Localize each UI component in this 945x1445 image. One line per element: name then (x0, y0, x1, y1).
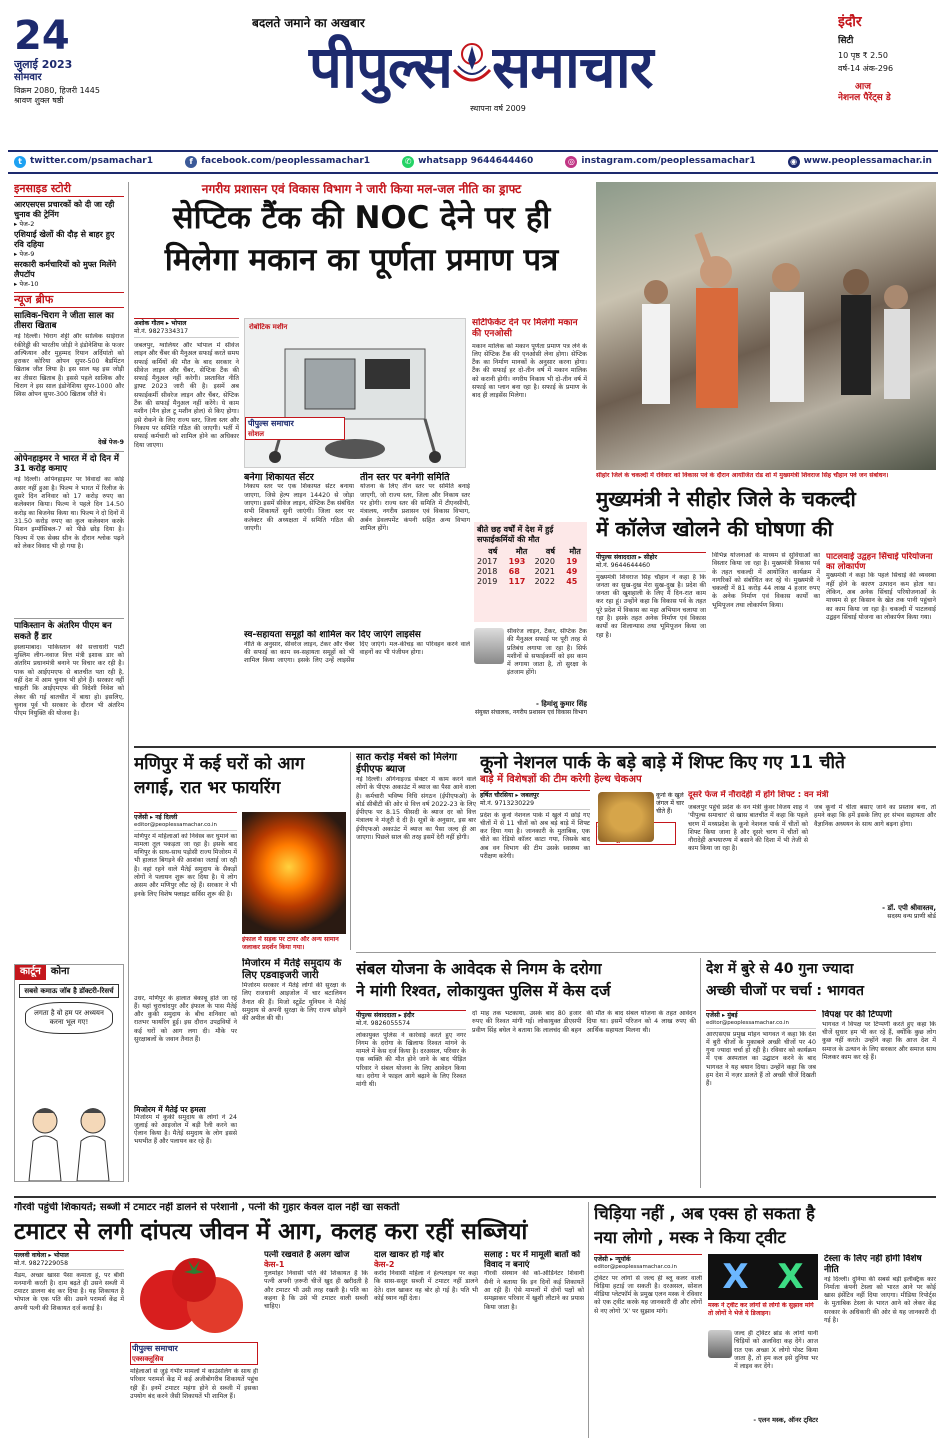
musk-quote (708, 1330, 818, 1424)
manipur-story (134, 752, 346, 1192)
brief-headline: पाकिस्तान के अंतरिम पीएम बन सकते हैं डार (14, 618, 124, 641)
inside-item-text: एशियाई खेलों की दौड़ से बाहर हुए रवि दहिया (14, 229, 115, 249)
septic-sidebar (472, 318, 587, 518)
tomato-photo (130, 1250, 258, 1340)
sambal-text-2: दो माह तक भटकाया, उसके बाद 80 हजार रुपए की रिश्वत मांगी गई। लोकायुक्त डीएसपी प्रवीण सिंह बघेल ने बताया कि लालचंद की बहन की मौत के बाद संबल योजना के तहत आवेदन दिया था। इसमें परिजन को 4 लाख रुपए की आर्थिक सहायता मिलना थी। (472, 1010, 696, 1034)
byline-author: एजेंसी ▸ नई दिल्ली (134, 814, 178, 821)
cartoon-title: कार्टून (15, 965, 46, 980)
facebook-link[interactable] (185, 156, 370, 168)
byline-box (706, 1010, 816, 1029)
mizoram-advisory (242, 958, 346, 1178)
instagram-handle: instagram.com/peoplessamachar1 (581, 156, 756, 167)
byline-mobile: मो.नं. 9713230229 (480, 799, 535, 807)
epfo-story (356, 752, 476, 950)
tagline: बदलते जमाने का अखबार (252, 16, 365, 30)
tesla-headline: टेस्ला के लिए नहीं होगी विशेष नीति (824, 1254, 922, 1275)
tomato-col-1 (14, 1250, 124, 1432)
stats-cell: 2021 (534, 567, 555, 577)
byline-author: एजेंसी ▸ मुंबई (706, 1012, 738, 1019)
tomato-case-2 (374, 1250, 478, 1430)
machine-note: रोबोटिक मशीन (249, 323, 288, 331)
byline-box (596, 552, 706, 572)
musk-avatar (708, 1330, 732, 1358)
cartoon-kona: कोना (50, 966, 70, 977)
cm-text-2: विभिन्न योजनाओं के माध्यम से सुविधाओं का विस्तार किया जा रहा है। मुख्यमंत्री विकास पर्व के तहत चकल्दी में आयोजित कार्यक्रम में नागरिकों को संबोधित कर रहे थे। मुख्यमंत्री ने चकल्दी में 81 करोड़ 44 लाख 4 हजार रुपए के अनेक निर्माण एवं विकास कार्यों का भूमिपूजन तथा लोकार्पण किया। (712, 552, 820, 609)
x-col-1 (594, 1254, 702, 1431)
pages-price: 10 पृष्ठ ₹ 2.50 (838, 50, 888, 60)
logo-text: पीपुल्स समाचार (248, 419, 294, 428)
manipur-fire-photo (242, 812, 346, 934)
city: इंदौर (838, 14, 862, 30)
stats-cell: 2019 (477, 577, 498, 587)
byline-box (594, 1254, 702, 1273)
twitter-link[interactable] (14, 156, 153, 168)
crowd-illustration-icon (596, 182, 936, 470)
inside-item[interactable] (14, 200, 124, 228)
x-text-1: ट्विटर पर लोगो से जल्द ही ब्लू कलर वाली चिड़िया हटाई जा सकती है। दरअसल, सोशल मीडिया प्लेटफॉर्म के प्रमुख एलन मस्क ने रविवार को एक ट्वीट करके यह जानकारी दी और लोगों से नए लोगो 'X' पर सुझाव मांगे। (594, 1274, 702, 1315)
x-logo-blue-icon: X (722, 1257, 749, 1297)
tomato-headline: टमाटर से लगी दांपत्य जीवन में आग, कलह करा रहीं सब्जियां (14, 1218, 528, 1245)
kuno-text-2: जबलपुर पहुंचे प्रदेश के वन मंत्री कुंवर विजय शाह ने 'पीपुल्स समाचार' से खास बातचीत में कहा कि पहले चरण में मध्यप्रदेश के कूनो नेशनल पार्क में चीतों को शिफ्ट किया जाना है और दूसरे चरण में चीतों को नौरादेही अभयारण्य में बसाने की दिशा में भी तेजी से काम किया जा रहा है। (688, 804, 808, 853)
manipur-text-2: उधर, मणिपुर के हालात बेकाबू होते जा रहे हैं। यहां चुराचांदपुर और इंफाल के पास मैतेई और कुकी समुदाय के बीच शनिवार को रातभर फायरिंग हुई। इस दौरान उपद्रवियों ने कई घरों को आग लगा दी। मौके पर सुरक्षाबलों के जवान तैनात हैं। (134, 994, 237, 1043)
byline-author: पीपुल्स संवाददाता ▸ सीहोर (596, 554, 657, 561)
twitter-handle: twitter.com/psamachar1 (30, 156, 154, 167)
facebook-icon: f (185, 156, 197, 168)
tomato-kicker: गौरवी पहुंची शिकायतें; सब्जी में टमाटर नहीं डालने से परेशानी , पत्नी की गुहार केवल दाल नहीं खा सकती (14, 1202, 400, 1213)
byline-box (356, 1010, 466, 1030)
case-1-label: केस-1 (264, 1260, 285, 1270)
byline-email: editor@peoplessamachar.co.in (706, 1019, 789, 1026)
septic-headline-2: मिलेगा मकान का पूर्णता प्रमाण पत्र (164, 242, 559, 278)
stats-cell: 49 (566, 567, 578, 577)
inside-item-page: ▸ पेज-10 (14, 280, 39, 288)
kuno-text-1: प्रदेश के कूनो नेशनल पार्क में खुले में छोड़े गए चीतों में से 11 चीतों को अब बड़े बाड़े में शिफ्ट कर दिया गया है। जानकारी के मुताबिक, एक चीते का रेडियो कॉलर काटा गया, जिसके बाद अब वन विभाग की टीम उसके स्वास्थ्य का परीक्षण करेगी। (480, 811, 590, 860)
inside-item-page: ▸ पेज-9 (14, 249, 35, 258)
whatsapp-number: whatsapp 9644644460 (418, 156, 534, 167)
case-1-text: गुलमोहर निवासी पति की शिकायत है कि पत्नी अपनी ज़रूरी चीजें खुद ही खरीदती है और टमाटर भी उसी तरह रखती है। पति का कहना है कि उसे भी टमाटर वाली सब्जी चाहिए। (264, 1270, 368, 1311)
stats-col-header: वर्ष (488, 547, 498, 557)
date-number: 24 (14, 14, 70, 59)
facebook-handle: facebook.com/peoplessamachar1 (201, 156, 371, 167)
septic-byline (134, 318, 239, 340)
title-left: पीपुल्स (309, 33, 452, 101)
stats-headline: बीते छह वर्षों में देश में हुई सफाईकर्मियों की मौत (477, 525, 554, 544)
stats-cell: 2018 (477, 567, 498, 577)
cm-headline-2: में कॉलेज खोलने की घोषणा की (596, 517, 833, 541)
cm-headline-1: मुख्यमंत्री ने सीहोर जिले के चकल्दी (596, 487, 856, 511)
cheetah-caption: कूनो के खुले जंगल में चार चीते हैं। (656, 792, 684, 815)
cm-story (596, 484, 936, 754)
kuno-story (480, 752, 936, 950)
tomato-case-1 (264, 1250, 368, 1430)
byline-email: editor@peoplessamachar.co.in (134, 821, 217, 828)
quote-author: - एलन मस्क, ऑनर ट्विटर (753, 1416, 818, 1424)
case-1-headline: पत्नी रखवाते है अलग खोज (264, 1250, 350, 1260)
x-logo-image (708, 1254, 818, 1300)
bhagwat-headline-1: देश में बुरे से 40 गुना ज्यादा (706, 961, 854, 977)
stats-table (477, 547, 584, 587)
quote-author: - हिमांशु कुमार सिंह (535, 700, 587, 708)
bhagwat-story (706, 958, 936, 1192)
stats-cell: 45 (566, 577, 578, 587)
stats-cell: 68 (508, 567, 520, 577)
quote-text: जल्द ही ट्विटर ब्रांड के लोगो यानी चिड़ियों को अलविदा कह देंगे। आज रात एक अच्छा X लोगो पोस्ट किया जाता है, तो हम कल इसे दुनिया भर में लाइव कर देंगे। (734, 1330, 818, 1371)
twitter-x-story (594, 1202, 936, 1438)
kuno-headline: कूनो नेशनल पार्क के बड़े बाड़े में शिफ्ट किए गए 11 चीते (480, 753, 845, 773)
byline-mobile: मो.नं. 9827334317 (134, 327, 189, 335)
inside-item-text: आरएसएस प्रचारकों को दी जा रही चुनाव की ट्रेनिंग (14, 199, 115, 219)
tomato-text-2: महिलाओं से जुड़े गंभीर मामलों में काउंसलिंग के साथ ही परिवार परामर्श केंद्र में कई अजीबोगरीब शिकायतें पहुंच रही हैं। इनमें टमाटर महंगा होने से सब्जी में इसका उपयोग बंद करने जैसी शिकायतें भी शामिल हैं। (130, 1368, 258, 1400)
aaj-label: आज (855, 81, 871, 92)
manipur-col-1 (134, 812, 237, 1174)
sambal-text-1: लोकायुक्त पुलिस ने कार्रवाई करते हुए नगर निगम के दरोगा के खिलाफ रिश्वत मांगने के मामले में केस दर्ज किया है। दरअसल, परिवार के एक व्यक्ति की मौत होने जाने के बाद पीड़ित परिवार ने संबल योजना के लिए आवेदन किया था। दरोगा ने फाइल आगे बढ़ाने के लिए रिश्वत मांगी थी। (356, 1031, 466, 1089)
cheetah-image (598, 792, 654, 842)
bhagwat-headline-2: अच्छी चीजों पर चर्चा : भागवत (706, 983, 864, 999)
committee (360, 472, 470, 632)
cartoon-header (15, 965, 123, 980)
website-url: www.peoplessamachar.in (803, 156, 932, 167)
bhagwat-col-1 (706, 1010, 816, 1181)
edition: सिटी (838, 35, 854, 46)
x-headline-1: चिड़िया नहीं , अब एक्स हो सकता है (594, 1204, 815, 1223)
kuno-quote (814, 804, 936, 946)
byline-mobile: मो.नं. 9644644460 (596, 561, 651, 569)
tomato-exclusive-logo (130, 1342, 258, 1365)
logo-tag: एक्सक्लूसिव (132, 1355, 164, 1363)
whatsapp-icon: ✆ (402, 156, 414, 168)
advice-text: गौरवी संस्थान की को-ऑर्डिनेटर शिवानी सैनी ने बताया कि इन दिनों कई शिकायतें आ रही हैं। ऐसे मामलों में दोनों पक्षों को समझाकर परिवार में खुशी लौटाने का प्रयास किया जाता है। (484, 1270, 584, 1311)
byline-author: पल्लवी वाघेला ▸ भोपाल (14, 1252, 69, 1259)
edition-block (838, 14, 938, 139)
logo-tag: सोशल (248, 430, 265, 438)
stats-col-header: मौत (515, 547, 528, 557)
committee-headline: तीन स्तर पर बनेगी समिति (360, 472, 450, 483)
shg-license (244, 630, 470, 740)
byline-box (14, 1250, 124, 1270)
advice-headline: सलाह : घर में मामूली बातों को विवाद न बनाएं (484, 1250, 581, 1271)
vikram-samvat: विक्रम 2080, हिजरी 1445 (14, 86, 100, 96)
complaint-center-text: निकाय स्तर पर एक शिकायत सेंटर बनाया जाएगा, जिसे हेल्प लाइन 14420 से जोड़ा जाएगा। इसमें सीवेज लाइन, सेप्टिक टैंक संबंधित सभी शिकायतें सुनी जाएंगी। जिला स्तर पर कलेक्टर की अध्यक्षता में समिति गठित की जाएगी। (244, 483, 354, 532)
tomato-story (14, 1202, 584, 1438)
news-brief-title: न्यूज ब्रीफ (14, 292, 124, 308)
cartoon-figures-icon (15, 1091, 123, 1181)
aaj-event: नेशनल पैरेंट्स डे (838, 93, 891, 103)
byline-author: एजेंसी ▸ न्यूयॉर्क (594, 1256, 631, 1263)
kuno-subhead: दूसरे फेज में नौरादेही में होंगे शिफ्ट : वन मंत्री (688, 790, 829, 800)
masthead (0, 0, 945, 146)
brief-headline: ओपेनहाइमर ने भारत में दो दिन में 31 करोड़ कमाए (14, 451, 124, 474)
cartoon-caption: सबसे कमाऊ जॉब है डॉक्टरी-रिसर्च (19, 984, 119, 999)
cm-roadshow-photo (596, 182, 936, 470)
cm-subhead: पाटलवाई उद्वहन सिंचाई परियोजना का लोकार्पण (826, 552, 933, 573)
quote-text: जब कूनो में चीता बसाए जाने का प्रस्ताव बना, तो हमने कहा कि हमें इसके लिए हर संभव सहायता और वैज्ञानिक अध्ययन के साथ आगे बढ़ना होगा। (814, 804, 936, 828)
byline-mobile: मो.नं. 9826055574 (356, 1019, 411, 1027)
date-block (14, 14, 124, 124)
pen-emblem-icon (452, 40, 492, 92)
cartoon-box (14, 964, 124, 1182)
table-row (477, 557, 584, 567)
table-row (477, 577, 584, 587)
stats-cell: 2020 (534, 557, 555, 567)
instagram-icon: ◎ (565, 156, 577, 168)
tomato-text-1: मैडम, अच्छा खासा पैसा कमाता हूं, पर बीवी मनमानी करती है। दाम बढ़ते ही उसने सब्जी में टमाटर डालना बंद कर दिया है। यह शिकायत है भोपाल के एक पति की। उसने परामर्श केंद्र में अपनी पत्नी की शिकायत दर्ज कराई है। (14, 1271, 124, 1312)
manipur-pleat-text: मिजोरम में कुकी समुदाय के लोगों ने 24 जुलाई को आइजोल में बड़ी रैली करने का ऐलान किया है। मैतेई समुदाय के लोग इससे भयभीत हैं और पलायन कर रहे हैं। (134, 1113, 237, 1146)
x-headline-2: नया लोगो , मस्क ने किया ट्वीट (594, 1228, 786, 1247)
quote-text: सीवरेज लाइन, टैंकर, सेप्टिक टैंक की मैनुअल सफाई पर पूरी तरह से प्रतिबंध लगाया जा रहा है। सिर्फ मशीनों से सफाईकर्मी को इस काम में लगाया जाता है, तो सुरक्षा के इंतजाम होंगे। (507, 628, 587, 677)
quote-role: सदस्य वन्य प्राणी बोर्ड (887, 912, 936, 920)
bhagwat-text-2: भागवत ने विपक्ष पर टिप्पणी करते हुए कहा कि चीजें सुधार हम भी कर रहे हैं, क्योंकि कुछ लोग कुछ नहीं करते। उन्होंने कहा कि आज देश में समाज के उत्थान के लिए सरकार और समाज साथ मिलकर काम कर रहे हैं। (822, 1020, 936, 1061)
x-image-caption: मस्क ने ट्वीट कर लोगों से लोगो के सुझाव मांगे तो लोगों ने भेजे ये डिजाइन। (708, 1302, 814, 1317)
case-2-headline: दाल खाकर हो गई बोर (374, 1250, 444, 1260)
byline-author: पीपुल्स संवाददाता ▸ इंदौर (356, 1012, 415, 1019)
website-link[interactable] (788, 156, 932, 168)
officer-avatar (474, 628, 504, 664)
manipur-headline-1: मणिपुर में कई घरों को आग (134, 754, 305, 774)
shg-headline: स्व-सहायता समूहों को शामिल कर दिए जाएंगे लाइसेंस (244, 630, 421, 640)
inside-item[interactable] (14, 260, 124, 288)
quote-author: - डॉ. एपी श्रीवास्तव, (882, 904, 936, 912)
kuno-col-1 (480, 790, 590, 940)
mizoram-text: मिजोरम सरकार ने मैतेई लोगों की सुरक्षा के लिए राजधानी आइजोल में चार बटालियन तैनात की हैं। मिजो स्टूडेंट यूनियन ने मैतेई समुदाय से अपनी सुरक्षा के लिए राज्य छोड़ने की अपील की थी। (242, 982, 346, 1023)
brief-text: नई दिल्ली। ओपेनहाइमर पर विवादों का कोई असर नहीं हुआ है। फिल्म ने भारत में रिलीज के दूसरे दिन शनिवार को 17 करोड़ रुपए का कलेक्शन किया। फिल्म ने पहले दिन 14.50 करोड़ का बिजनेस किया था। फिल्म ने दो दिनों में 31.50 करोड़ रुपए का कुल कलेक्शन करके मिशन इम्पॉसिबल-7 को पीछे छोड़ दिया है। फिल्म में एक सेक्स सीन के दौरान श्लोक पढ़ने को लेकर विवाद भी हो गया है। (14, 476, 124, 550)
shravan-tithi: श्रावण शुक्ल षष्ठी (14, 96, 64, 106)
officer-quote (474, 628, 587, 740)
manipur-text-1: मणिपुर में महिलाओं को निर्वस्त्र कर घुमाने का मामला तूल पकड़ता जा रहा है। इसके बाद मणिपुर के साथ-साथ पड़ोसी राज्य मिजोरम में भी हालात बिगड़ने की आशंका जताई जा रही है। वहां रहने वाले मैतेई समुदाय के सैकड़ों लोगों ने पलायन शुरू कर दिया है। ये लोग असम और मणिपुर लौट रहे हैं। सरकार ने भी इनके लिए विशेष फ्लाइट सर्विस शुरू की है। (134, 832, 237, 898)
kuno-text-1b (596, 856, 682, 946)
manipur-headline-2: लगाई, रात भर फायरिंग (134, 778, 281, 798)
inside-item-page: ▸ पेज-2 (14, 219, 35, 228)
tomato-icon (130, 1250, 258, 1340)
case-2-text: करोंद निवासी महिला ने हेल्पलाइन पर कहा कि सास-ससुर सब्जी में टमाटर नहीं डालने देते। दाल खाकर वह बोर हो गई है। पति भी कोई ध्यान नहीं देता। (374, 1270, 478, 1303)
inside-story-title: इनसाइड स्टोरी (14, 182, 124, 197)
x-logo-green-icon: X (777, 1257, 804, 1297)
cm-col-1 (596, 552, 706, 744)
twitter-icon: t (14, 156, 26, 168)
brief-text: नई दिल्ली। चिराग शेट्टी और सात्विक साईराज रंकीरेड्डी की भारतीय जोड़ी ने इंडोनेशिया के फजर अल्फियान और मुहम्मद रियान अर्दियांतो को हराकर कोरिया ओपन सुपर-500 बैडमिंटन खिताब जीत लिया है। इस साल यह इस जोड़ी का तीसरा खिताब है। इससे पहले सात्विक और चिराग ने इस साल इंडोनेशिया सुपर-1000 और स्विस ओपन सुपर-300 खिताब जीते थे। (14, 333, 124, 399)
shg-text: नीति के अनुसार, सीवरेज लाइन, टेंकर और चैंबर की सफाई का काम स्व-सहायता समूहों को भी शामिल किया जाएगा। इसके लिए उन्हें लाइसेंस दिए जाएंगे। मल-कीचड़ का परिवहन करने वाले वाहनों का भी पंजीयन होगा। (244, 640, 470, 665)
date-month: जुलाई 2023 (14, 58, 73, 71)
machine-logo (245, 417, 345, 440)
title-right: समाचार (492, 33, 653, 101)
brief-text: इस्लामाबाद। पाकिस्तान की सत्ताधारी पार्टी मुस्लिम लीग-नवाज वित्त मंत्री इशाक डार को अंतरिम प्रधानमंत्री बनाने पर विचार कर रही है। पाक को आईएमएफ से बातचीत पता रही है, वहीं देश में आम चुनाव भी होने हैं। सरकार नहीं चाहती कि आईएमएफ की विदेशी निवेश को लेकर की गई बातचीत में बाधा हो। इसलिए, चुनाव पूर्व भी सरकार के दौरान भी अंतरिम पीएम नियुक्ति की योजना है। (14, 643, 124, 718)
social-bar (8, 150, 938, 174)
cm-text-3: मुख्यमंत्री ने कहा कि पहले सिंचाई की व्यवस्था नहीं होने के कारण उत्पादन कम होता था। लेकिन, अब अनेक सिंचाई परियोजनाओं के माध्यम से हर किसान के खेत तक पानी पहुंचाने का काम किया जा रहा है। चकल्दी में पाटलवाई उद्वहन सिंचाई योजना का लोकार्पण किया गया। (826, 572, 936, 621)
cm-text-1: मुख्यमंत्री शिवराज सिंह चौहान ने कहा है कि जनता का सुख-दुख मेरा सुख-दुख है। प्रदेश की जनता की खुशहाली के लिए मैं दिन-रात काम कर रहा हूं। उन्होंने कहा कि विकास पर्व के तहत पूरे प्रदेश में विकास का महा अभियान चलाया जा रहा है। इसके तहत अनेक निर्माण एवं विकास कार्यों का शिलान्यास तथा भूमिपूजन किया जा रहा है। (596, 573, 706, 639)
byline-author: अशोक गौतम ▸ भोपाल (134, 320, 187, 327)
epfo-text: नई दिल्ली। ऑर्गनाइज्ड सेक्टर में काम करने वाले लोगों के पीएफ अकाउंट में ब्याज का पैसा आने वाला है। कर्मचारी भविष्य निधि संगठन (ईपीएफओ) के बोर्ड सीबीटी की ओर से वित्त वर्ष 2022-23 के लिए ईपीएफ पर 8.15 फीसदी के ब्याज दर को वित्त मंत्रालय ने मंजूरी दे दी है। सूत्रों के अनुसार, इस बार ईपीएफओ अकाउंट में ब्याज का पैसा जल्द ही आ जाएगा। पिछले साल की तरह इसमें देरी नहीं होगी। (356, 776, 476, 842)
brief-ref: देखें पेज-9 (98, 439, 124, 447)
byline-author: हर्षित चौरसिया ▸ जबलपुर (480, 792, 539, 799)
complaint-center (244, 472, 354, 632)
tomato-advice (484, 1250, 584, 1430)
sambal-headline-2: ने मांगी रिश्वत, लोकायुक्त पुलिस में केस दर्ज (356, 982, 611, 1000)
weekday: सोमवार (14, 71, 42, 83)
brief-headline: सात्विक-चिराग ने जीता साल का तीसरा खिताब (14, 310, 114, 332)
septic-kicker: नगरीय प्रशासन एवं विकास विभाग ने जारी किया मल-जल नीति का ड्राफ्ट (201, 182, 522, 196)
stats-cell: 2017 (477, 557, 498, 567)
quote-role: संयुक्त संचालक, नगरीय प्रशासन एवं विकास विभाग (474, 708, 587, 716)
septic-intro: जबलपुर, ग्वालियर और भोपाल में सीवेज लाइन और चैंबर की मैनुअल सफाई करते समय सफाई कर्मियों की मौत के बाद सरकार ने सीवेज लाइन और चैंबर, सेप्टिक टैंक की सफाई मैनुअल नहीं करेगी। प्रस्तावित नीति ड्राफ्ट 2023 जारी की है। इसमें अब सफाईकर्मी सीवरेज लाइन और चैंबर, सेप्टिक टैंक की सफाई मैनुअल नहीं करेंगे। ये काम मशीन (मैन होल टू मशीन होल) से किए होगा। इसे रोकने के लिए राज्य स्तर, जिला स्तर और निकाय पर समिति गठित की जाएगी। भर्ती में सफाई कर्मचारी को शामिल होने का अधिकार दिया जाएगा। (134, 342, 239, 449)
bhagwat-subhead: विपक्ष पर की टिप्पणी (822, 1010, 892, 1020)
table-row (477, 567, 584, 577)
stats-col-header: मौत (569, 547, 581, 557)
stats-cell: 2022 (534, 577, 555, 587)
cartoon-bubble: लगता है वो हम पर अध्ययन करना भूल गए! (25, 1002, 113, 1034)
sambal-story (356, 958, 696, 1192)
manipur-photo-caption: इंफाल में सड़क पर टायर और अन्य सामान जलाकर प्रदर्शन किया गया। (242, 936, 339, 951)
bhagwat-col-2 (822, 1010, 936, 1181)
logo-text: पीपुल्स समाचार (132, 1344, 178, 1353)
byline-mobile: मो.नं. 9827229058 (14, 1259, 69, 1267)
globe-icon: ◉ (788, 156, 800, 168)
instagram-link[interactable] (565, 156, 755, 168)
byline-email: editor@peoplessamachar.co.in (594, 1263, 677, 1270)
mizoram-headline: मिजोरम में मैतेई समुदाय के लिए एडवाइजरी जारी (242, 958, 342, 981)
tesla-story (824, 1254, 936, 1432)
sambal-col-1 (356, 1010, 466, 1182)
stats-col-header: वर्ष (545, 547, 555, 557)
stats-cell: 19 (566, 557, 578, 567)
stats-cell: 193 (508, 557, 526, 567)
committee-text: योजना के लिए तीन स्तर पर समिति बनाई जाएगी, जो राज्य स्तर, जिला और निकाय स्तर पर होगी। राज्य स्तर की समिति में टीएनसीपी, मंत्रालय, नगरीय प्रशासन एवं विकास विभाग, अर्बन डेवलपमेंट कंपनी सहित अन्य विभाग शामिल होंगे। (360, 483, 470, 532)
byline-box (134, 318, 239, 338)
stats-cell: 117 (508, 577, 526, 587)
cm-photo-caption: सीहोर जिले के चकल्दी में रविवार को विकास पर्व के दौरान आयोजित रोड शो में मुख्यमंत्री शिवराज सिंह चौहान पर्व जन संबोधन। (596, 472, 889, 479)
death-stats-box (474, 522, 587, 622)
inside-item-text: सरकारी कर्मचारियों को मुफ्त मिलेंगे लैपटॉप (14, 260, 117, 279)
sidebar-headline: सर्टिफिकेट देने पर मिलेगी मकान की एनओसी (472, 318, 578, 339)
founded-year: स्थापना वर्ष 2009 (470, 104, 526, 113)
kuno-kicker: बाड़े में विशेषज्ञों की टीम करेगी हेल्थ चेकअप (480, 774, 642, 785)
kuno-col-3 (688, 790, 936, 800)
complaint-center-headline: बनेगा शिकायत सेंटर (244, 472, 314, 483)
sidebar-text: मकान मालिक को मकान पूर्णता प्रमाण पत्र लेने के लिए सेप्टिक टैंक की एनओसी लेना होगा। सेप्टिक टैंक का निर्माण मानकों के अनुसार करना होगा। टैंक की सफाई हर दो-तीन वर्ष में मकान मालिक को करानी होगी। नगरीय निकाय भी दो-तीन वर्ष में सफाई का प्लान बना रहा है। सफाई के प्रमाण के बाद ही लाइसेंस मिलेगा। (472, 342, 587, 400)
robotic-machine-icon (245, 319, 466, 468)
septic-machine-photo (244, 318, 466, 468)
epfo-headline: सात करोड़ मेंबर्स को मिलेगा ईपीएफ ब्याज (356, 752, 457, 775)
tesla-text: नई दिल्ली। दुनिया की सबसे बड़ी इलेक्ट्रिक कार निर्माता कंपनी टेस्ला को भारत आने पर कोई खास इंसेंटिव नहीं दिया जाएगा। मीडिया रिपोर्ट्स के मुताबिक टेस्ला के भारत आने को लेकर केंद्र सरकार के अधिकारी की ओर से यह जानकारी दी गई है। (824, 1275, 936, 1325)
manipur-pleat-head: मिजोरम में मैतेई पर हमला (134, 1104, 206, 1114)
byline-box (480, 790, 590, 810)
inside-item[interactable] (14, 230, 124, 258)
year-issue: वर्ष-14 अंक-296 (838, 63, 894, 73)
cm-col-3 (826, 552, 936, 742)
septic-headline-1: सेप्टिक टैंक की NOC देने पर ही (172, 200, 551, 236)
bhagwat-text-1: आरएसएस प्रमुख मोहन भागवत ने कहा कि देश में बुरी चीजों के मुकाबले अच्छी चीजों पर 40 गुना ज्यादा चर्चा हो रही है। रविवार को कार्यक्रम में एक अस्पताल का उद्घाटन करने के बाद भागवत ने यह बयान दिया। उन्होंने कहा कि जब हम देश में नज़र डालते हैं तो अच्छी चीजें दिखती हैं। (706, 1030, 816, 1088)
case-2-label: केस-2 (374, 1260, 395, 1270)
septic-story (134, 182, 589, 742)
whatsapp-link[interactable] (402, 156, 533, 168)
byline-box (134, 812, 237, 831)
sambal-headline-1: संबल योजना के आवेदक से निगम के दरोगा (356, 960, 602, 978)
